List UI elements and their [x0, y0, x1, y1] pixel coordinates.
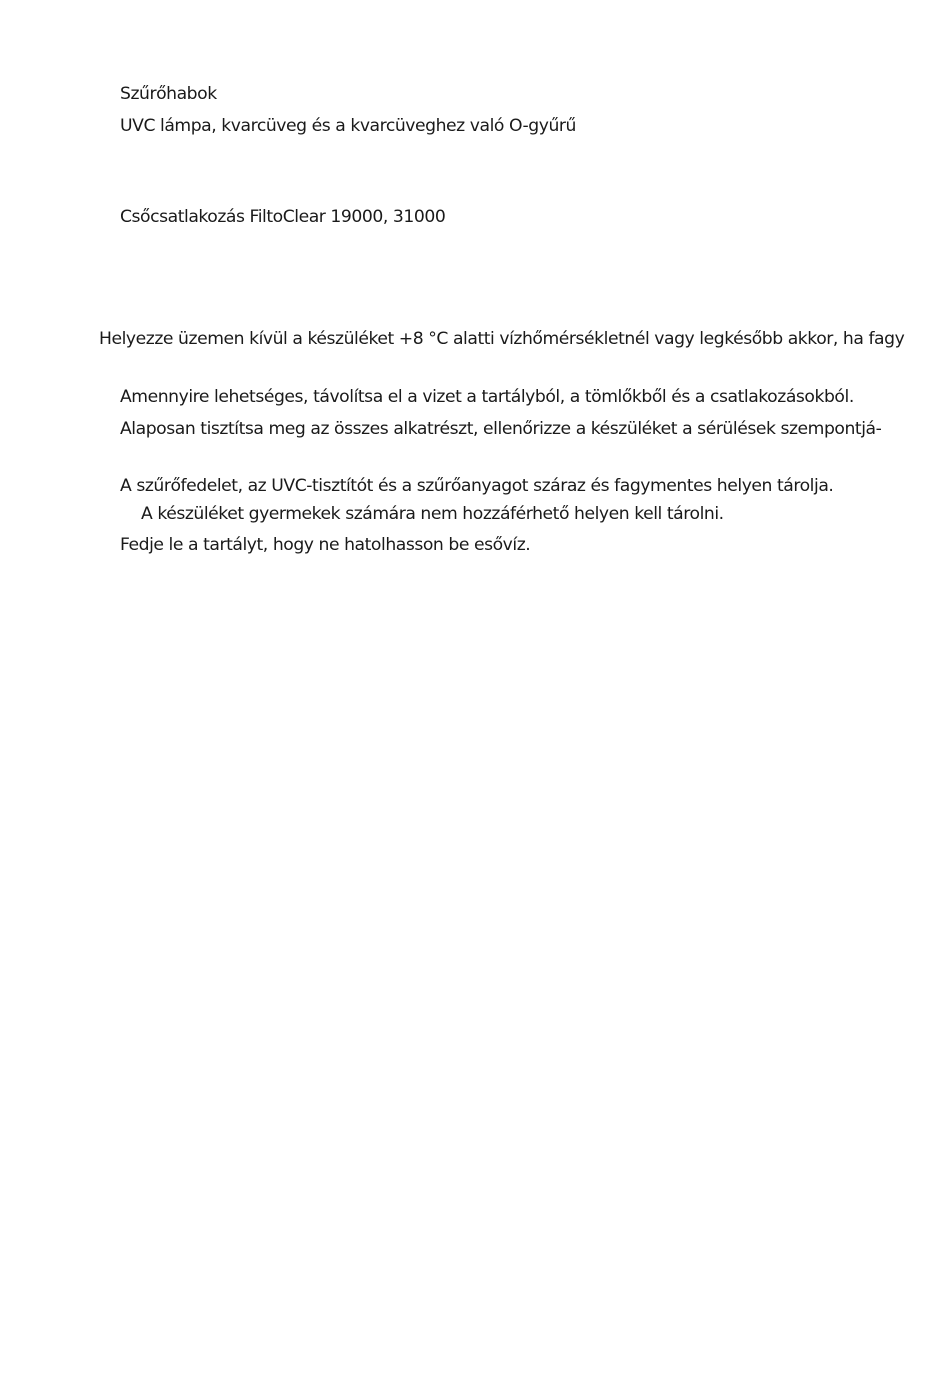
- step-clean-parts: Alaposan tisztítsa meg az összes alkatrészt, ellenőrizze a készüléket a sérülések szempontjá-: [120, 419, 882, 439]
- step-drain-water: Amennyire lehetséges, távolítsa el a vizet a tartályból, a tömlőkből és a csatlakozásokból.: [120, 387, 854, 407]
- step-cover-tank: Fedje le a tartályt, hogy ne hatolhasson be esővíz.: [120, 535, 531, 555]
- spare-part-uvc-lamp: UVC lámpa, kvarcüveg és a kvarcüveghez való O-gyűrű: [120, 116, 576, 136]
- spare-part-filter-foams: Szűrőhabok: [120, 84, 217, 104]
- children-safety-note: A készüléket gyermekek számára nem hozzáférhető helyen kell tárolni.: [141, 504, 724, 524]
- winter-storage-intro: Helyezze üzemen kívül a készüléket +8 °C alatti vízhőmérsékletnél vagy legkésőbb akkor, ha fagy: [99, 329, 905, 349]
- step-store-components: A szűrőfedelet, az UVC-tisztítót és a szűrőanyagot száraz és fagymentes helyen tárolja.: [120, 476, 834, 496]
- spare-part-hose-connection: Csőcsatlakozás FiltoClear 19000, 31000: [120, 207, 446, 227]
